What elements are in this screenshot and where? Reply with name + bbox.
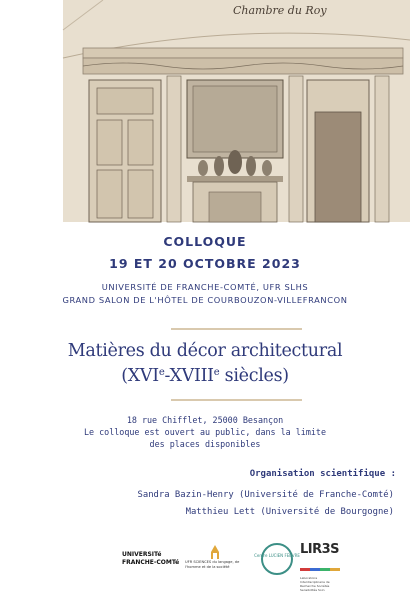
- title-line-2: (XVIe-XVIIIe siècles): [121, 366, 289, 386]
- organisation-people: [138, 487, 394, 521]
- logo-universite-franche-comte: UNIVERSITé FRANCHE-COMTé: [122, 551, 180, 566]
- organiser-1: Sandra Bazin-Henry (Université de Franche-Comté): [137, 490, 394, 500]
- organiser-2: Matthieu Lett (Université de Bourgogne): [185, 507, 394, 517]
- ufr-emblem-icon: [185, 544, 245, 560]
- address-note-2: des places disponibles: [149, 439, 261, 449]
- lucien-febvre-icon: [254, 542, 300, 576]
- chamber-drawing: [63, 0, 410, 222]
- engraving-caption: Chambre du Roy: [233, 4, 327, 17]
- address-block: [0, 414, 410, 450]
- lir3s-color-bar-icon: [300, 568, 340, 572]
- address-note-1: Le colloque est ouvert au public, dans la limite: [83, 427, 327, 437]
- logo-ufr-slhs: UFR SCIENCES du langage, de l'homme et de la société: [185, 544, 245, 574]
- address-street: 18 rue Chifflet, 25000 Besançon: [126, 415, 284, 425]
- event-type: COLLOQUE: [163, 234, 247, 249]
- logo-centre-lucien-febvre: [254, 542, 300, 576]
- title-line-1: Matières du décor architectural: [67, 341, 343, 361]
- partner-logos: [0, 540, 410, 592]
- divider-bottom: [171, 399, 302, 401]
- engraving-illustration: [63, 0, 410, 222]
- organisation-heading: Organisation scientifique :: [249, 469, 396, 479]
- event-venue: GRAND SALON DE L'HÔTEL DE COURBOUZON-VILLEFRANCON: [62, 295, 348, 305]
- divider-top: [171, 328, 302, 330]
- event-university: UNIVERSITÉ DE FRANCHE-COMTÉ, UFR SLHS: [101, 282, 309, 292]
- logo-lir3s: LIR3S Laboratoire Interdisciplinaire de Recherche Sociétés Sensibilités Soin: [300, 542, 340, 592]
- svg-text:Centre LUCIEN FEBVRE: Centre LUCIEN FEBVRE: [254, 553, 300, 558]
- event-dates: 19 ET 20 OCTOBRE 2023: [109, 256, 301, 271]
